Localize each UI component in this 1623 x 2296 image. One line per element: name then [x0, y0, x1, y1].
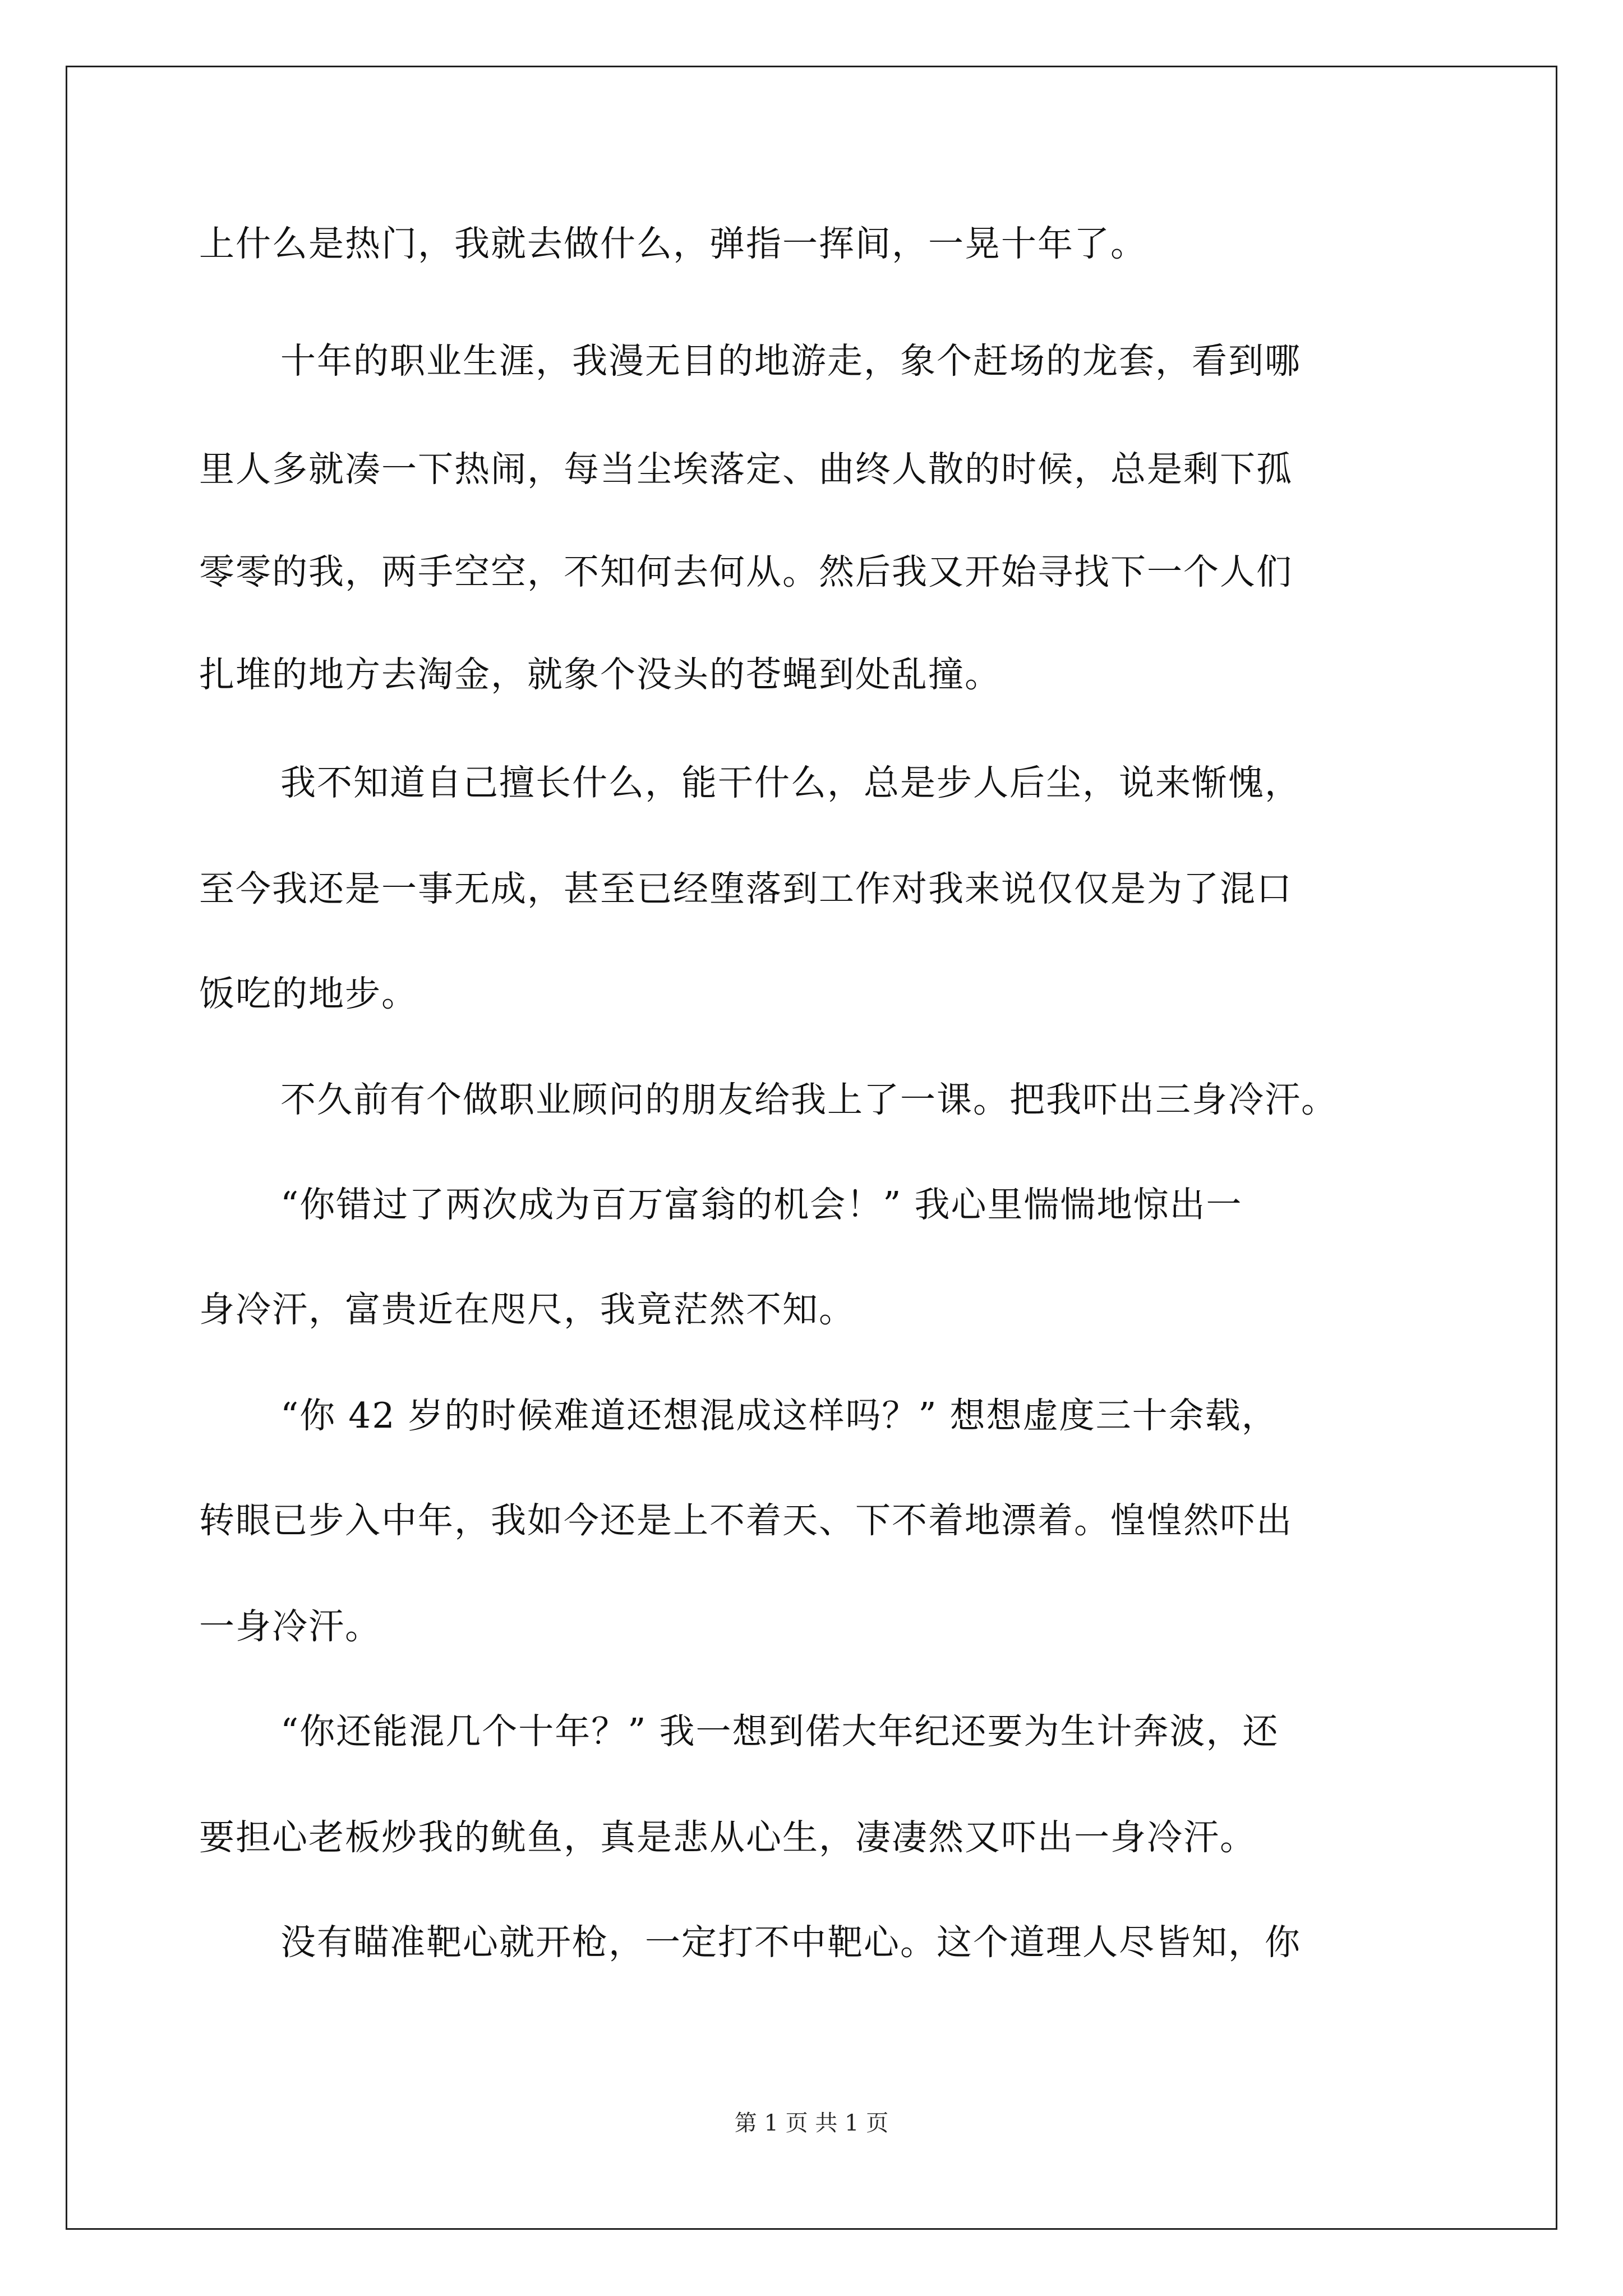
- text-line: 我不知道自己擅长什么，能干什么，总是步人后尘，说来惭愧，: [280, 762, 1301, 803]
- page-frame: [66, 66, 1557, 2230]
- text-line: 饭吃的地步。: [199, 973, 418, 1014]
- page-footer: [0, 2109, 1623, 2137]
- text-line: 要担心老板炒我的鱿鱼，真是悲从心生，凄凄然又吓出一身冷汗。: [199, 1817, 1256, 1858]
- text-line: 没有瞄准靶心就开枪，一定打不中靶心。这个道理人尽皆知，你: [280, 1922, 1301, 1963]
- text-line: 至今我还是一事无成，甚至已经堕落到工作对我来说仅仅是为了混口: [199, 868, 1293, 909]
- text-line: “你 42 岁的时候难道还想混成这样吗？” 想想虚度三十余载，: [280, 1395, 1278, 1436]
- text-line: 转眼已步入中年，我如今还是上不着天、下不着地漂着。惶惶然吓出: [199, 1500, 1293, 1541]
- text-line: “你还能混几个十年？” 我一想到偌大年纪还要为生计奔波，还: [280, 1711, 1279, 1752]
- text-line: 零零的我，两手空空，不知何去何从。然后我又开始寻找下一个人们: [199, 551, 1293, 592]
- text-line: “你错过了两次成为百万富翁的机会！” 我心里惴惴地惊出一: [280, 1184, 1243, 1225]
- text-line: 里人多就凑一下热闹，每当尘埃落定、曲终人散的时候，总是剩下孤: [199, 449, 1293, 490]
- text-line: 不久前有个做职业顾问的朋友给我上了一课。把我吓出三身冷汗。: [280, 1079, 1338, 1120]
- text-line: 一身冷汗。: [199, 1606, 381, 1647]
- text-line: 上什么是热门，我就去做什么，弹指一挥间，一晃十年了。: [199, 223, 1147, 264]
- text-line: 十年的职业生涯，我漫无目的地游走，象个赶场的龙套，看到哪: [280, 341, 1301, 381]
- page-number: 第 1 页 共 1 页: [734, 2110, 889, 2136]
- text-line: 身冷汗，富贵近在咫尺，我竟茫然不知。: [199, 1289, 855, 1330]
- text-line: 扎堆的地方去淘金，就象个没头的苍蝇到处乱撞。: [199, 654, 1001, 695]
